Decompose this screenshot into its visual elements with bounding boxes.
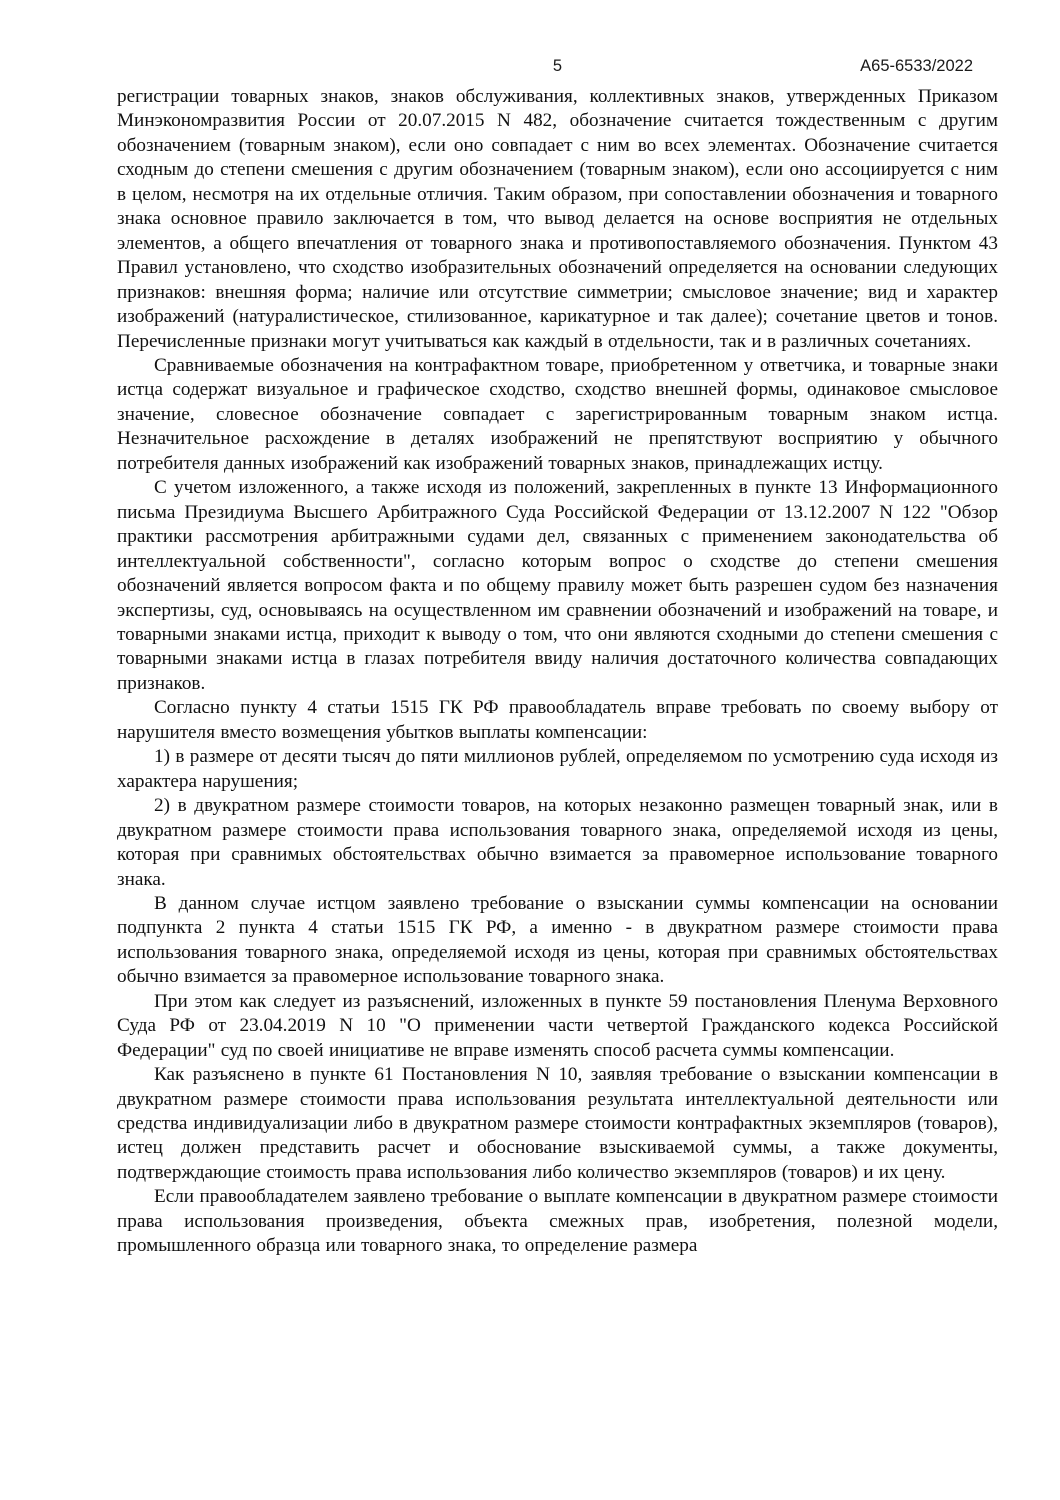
- paragraph: В данном случае истцом заявлено требование о взыскании суммы компенсации на основании подпункта 2 пункта 4 статьи 1515 ГК РФ, а именно - в двукратном размере стоимости права использования товарного знака, определяемой исходя из цены, которая при сравнимых обстоятельствах обычно взимается за правомерное использование товарного знака.: [117, 892, 998, 988]
- paragraph: Если правообладателем заявлено требование о выплате компенсации в двукратном размере стоимости права использования произведения, объекта смежных прав, изобретения, полезной модели, промышленного образца или товарного знака, то определение размера: [117, 1186, 998, 1257]
- page-header: [117, 56, 998, 80]
- paragraph: Как разъяснено в пункте 61 Постановления N 10, заявляя требование о взыскании компенсации в двукратном размере стоимости права использования результата интеллектуальной деятельности или средства индивидуализации либо в двукратном размере стоимости контрафактных экземпляров (товаров), истец должен представить расчет и обоснование взыскиваемой суммы, а также документы, подтверждающие стоимость права использования либо количество экземпляров (товаров) и их цену.: [117, 1064, 998, 1183]
- case-number: А65-6533/2022: [860, 57, 973, 75]
- paragraph: С учетом изложенного, а также исходя из положений, закрепленных в пункте 13 Информационного письма Президиума Высшего Арбитражного Суда Российской Федерации от 13.12.2007 N 122 "Обзор практики рассмотрения арбитражными судами дел, связанных с применением законодательства об интеллектуальной собственности", согласно которым вопрос о сходстве до степени смешения обозначений является вопросом факта и по общему правилу может быть разрешен судом без назначения экспертизы, суд, основываясь на осуществленном им сравнении обозначений и изображений на товаре, и товарными знаками истца, приходит к выводу о том, что они являются сходными до степени смешения с товарными знаками истца в глазах потребителя ввиду наличия достаточного количества совпадающих признаков.: [117, 477, 998, 694]
- paragraph: регистрации товарных знаков, знаков обслуживания, коллективных знаков, утвержденных Приказом Минэкономразвития России от 20.07.2015 N 482, обозначение считается тождественным с другим обозначением (товарным знаком), если оно совпадает с ним во всех элементах. Обозначение считается сходным до степени смешения с другим обозначением (товарным знаком), если оно ассоциируется с ним в целом, несмотря на их отдельные отличия. Таким образом, при сопоставлении обозначения и товарного знака основное правило заключается в том, что вывод делается на основе восприятия не отдельных элементов, а общего впечатления от товарного знака и противопоставляемого обозначения. Пунктом 43 Правил установлено, что сходство изобразительных обозначений определяется на основании следующих признаков: внешняя форма; наличие или отсутствие симметрии; смысловое значение; вид и характер изображений (натуралистическое, стилизованное, карикатурное и так далее); сочетание цветов и тонов. Перечисленные признаки могут учитываться как каждый в отдельности, так и в различных сочетаниях.: [117, 86, 998, 352]
- paragraph: 1) в размере от десяти тысяч до пяти миллионов рублей, определяемом по усмотрению суда исходя из характера нарушения;: [117, 746, 998, 792]
- paragraph: Согласно пункту 4 статьи 1515 ГК РФ правообладатель вправе требовать по своему выбору от нарушителя вместо возмещения убытков выплаты компенсации:: [117, 697, 998, 743]
- paragraph: 2) в двукратном размере стоимости товаров, на которых незаконно размещен товарный знак, или в двукратном размере стоимости права использования товарного знака, определяемой исходя из цены, которая при сравнимых обстоятельствах обычно взимается за правомерное использование товарного знака.: [117, 795, 998, 890]
- page-number: 5: [552, 57, 563, 75]
- paragraph: При этом как следует из разъяснений, изложенных в пункте 59 постановления Пленума Верховного Суда РФ от 23.04.2019 N 10 "О применении части четвертой Гражданского кодекса Российской Федерации" суд по своей инициативе не вправе изменять способ расчета суммы компенсации.: [117, 990, 998, 1061]
- document-body: [117, 85, 998, 1259]
- paragraph: Сравниваемые обозначения на контрафактном товаре, приобретенном у ответчика, и товарные знаки истца содержат визуальное и графическое сходство, сходство внешней формы, одинаковое смысловое значение, словесное обозначение совпадает с зарегистрированным товарным знаком истца. Незначительное расхождение в деталях изображений не препятствуют восприятию у обычного потребителя данных изображений как изображений товарных знаков, принадлежащих истцу.: [117, 354, 998, 474]
